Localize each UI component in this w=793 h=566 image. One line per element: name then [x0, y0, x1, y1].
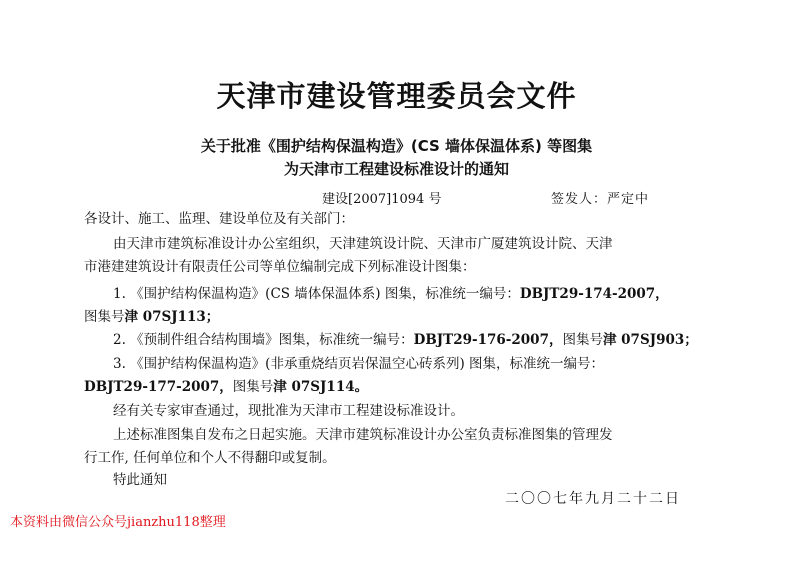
- subject-line-2: 为天津市工程建设标准设计的通知: [283, 160, 509, 178]
- item-2-text: 2. 《预制件组合结构围墙》图集，标准统一编号：: [113, 332, 414, 348]
- item-1-atlas-code: 津 07SJ113；: [124, 309, 220, 325]
- list-item-3-continuation: [84, 376, 716, 399]
- item-3-atlas-label: 图集号: [232, 379, 274, 395]
- item-1-code: DBJT29-174-2007，: [519, 286, 669, 302]
- intro-line-1: 由天津市建筑标准设计办公室组织，天津建筑设计院、天津市广厦建筑设计院、天津: [113, 236, 613, 252]
- subject-line-1: 关于批准《围护结构保温构造》(CS 墙体保温体系) 等图集: [200, 137, 593, 155]
- salutation: 各设计、施工、监理、建设单位及有关部门：: [84, 211, 354, 227]
- document-date: 二〇〇七年九月二十二日: [505, 491, 681, 507]
- item-2-atlas-code: 津 07SJ903；: [602, 332, 698, 348]
- intro-line-2: 市港建建筑设计有限责任公司等单位编制完成下列标准设计图集：: [84, 259, 476, 275]
- document-number: 建设[2007]1094 号: [322, 192, 442, 207]
- item-2-code: DBJT29-176-2007，: [413, 332, 563, 348]
- item-3-atlas-code: 津 07SJ114。: [273, 379, 369, 395]
- item-1-atlas-label: 图集号: [84, 309, 125, 325]
- closing-remark: 特此通知: [113, 472, 167, 488]
- source-note: 本资料由微信公众号jianzhu118整理: [10, 515, 226, 530]
- item-1-text: 1. 《围护结构保温构造》(CS 墙体保温体系) 图集，标准统一编号：: [113, 286, 520, 302]
- issuer: 签发人：严定中: [551, 192, 650, 207]
- list-item-1: [113, 283, 745, 306]
- list-item-3: 3. 《围护结构保温构造》(非承重烧结页岩保温空心砖系列) 图集，标准统一编号：: [113, 356, 604, 372]
- item-3-code: DBJT29-177-2007，: [84, 379, 233, 395]
- effective-line-2: 行工作, 任何单位和个人不得翻印或复制。: [84, 450, 336, 466]
- document-title: 天津市建设管理委员会文件: [216, 79, 577, 113]
- list-item-1-continuation: [84, 306, 716, 329]
- approval-paragraph: 经有关专家审查通过，现批准为天津市工程建设标准设计。: [113, 403, 464, 419]
- item-2-atlas-label: 图集号: [562, 332, 603, 348]
- list-item-2: [113, 329, 745, 352]
- effective-line-1: 上述标准图集自发布之日起实施。天津市建筑标准设计办公室负责标准图集的管理发: [113, 427, 613, 443]
